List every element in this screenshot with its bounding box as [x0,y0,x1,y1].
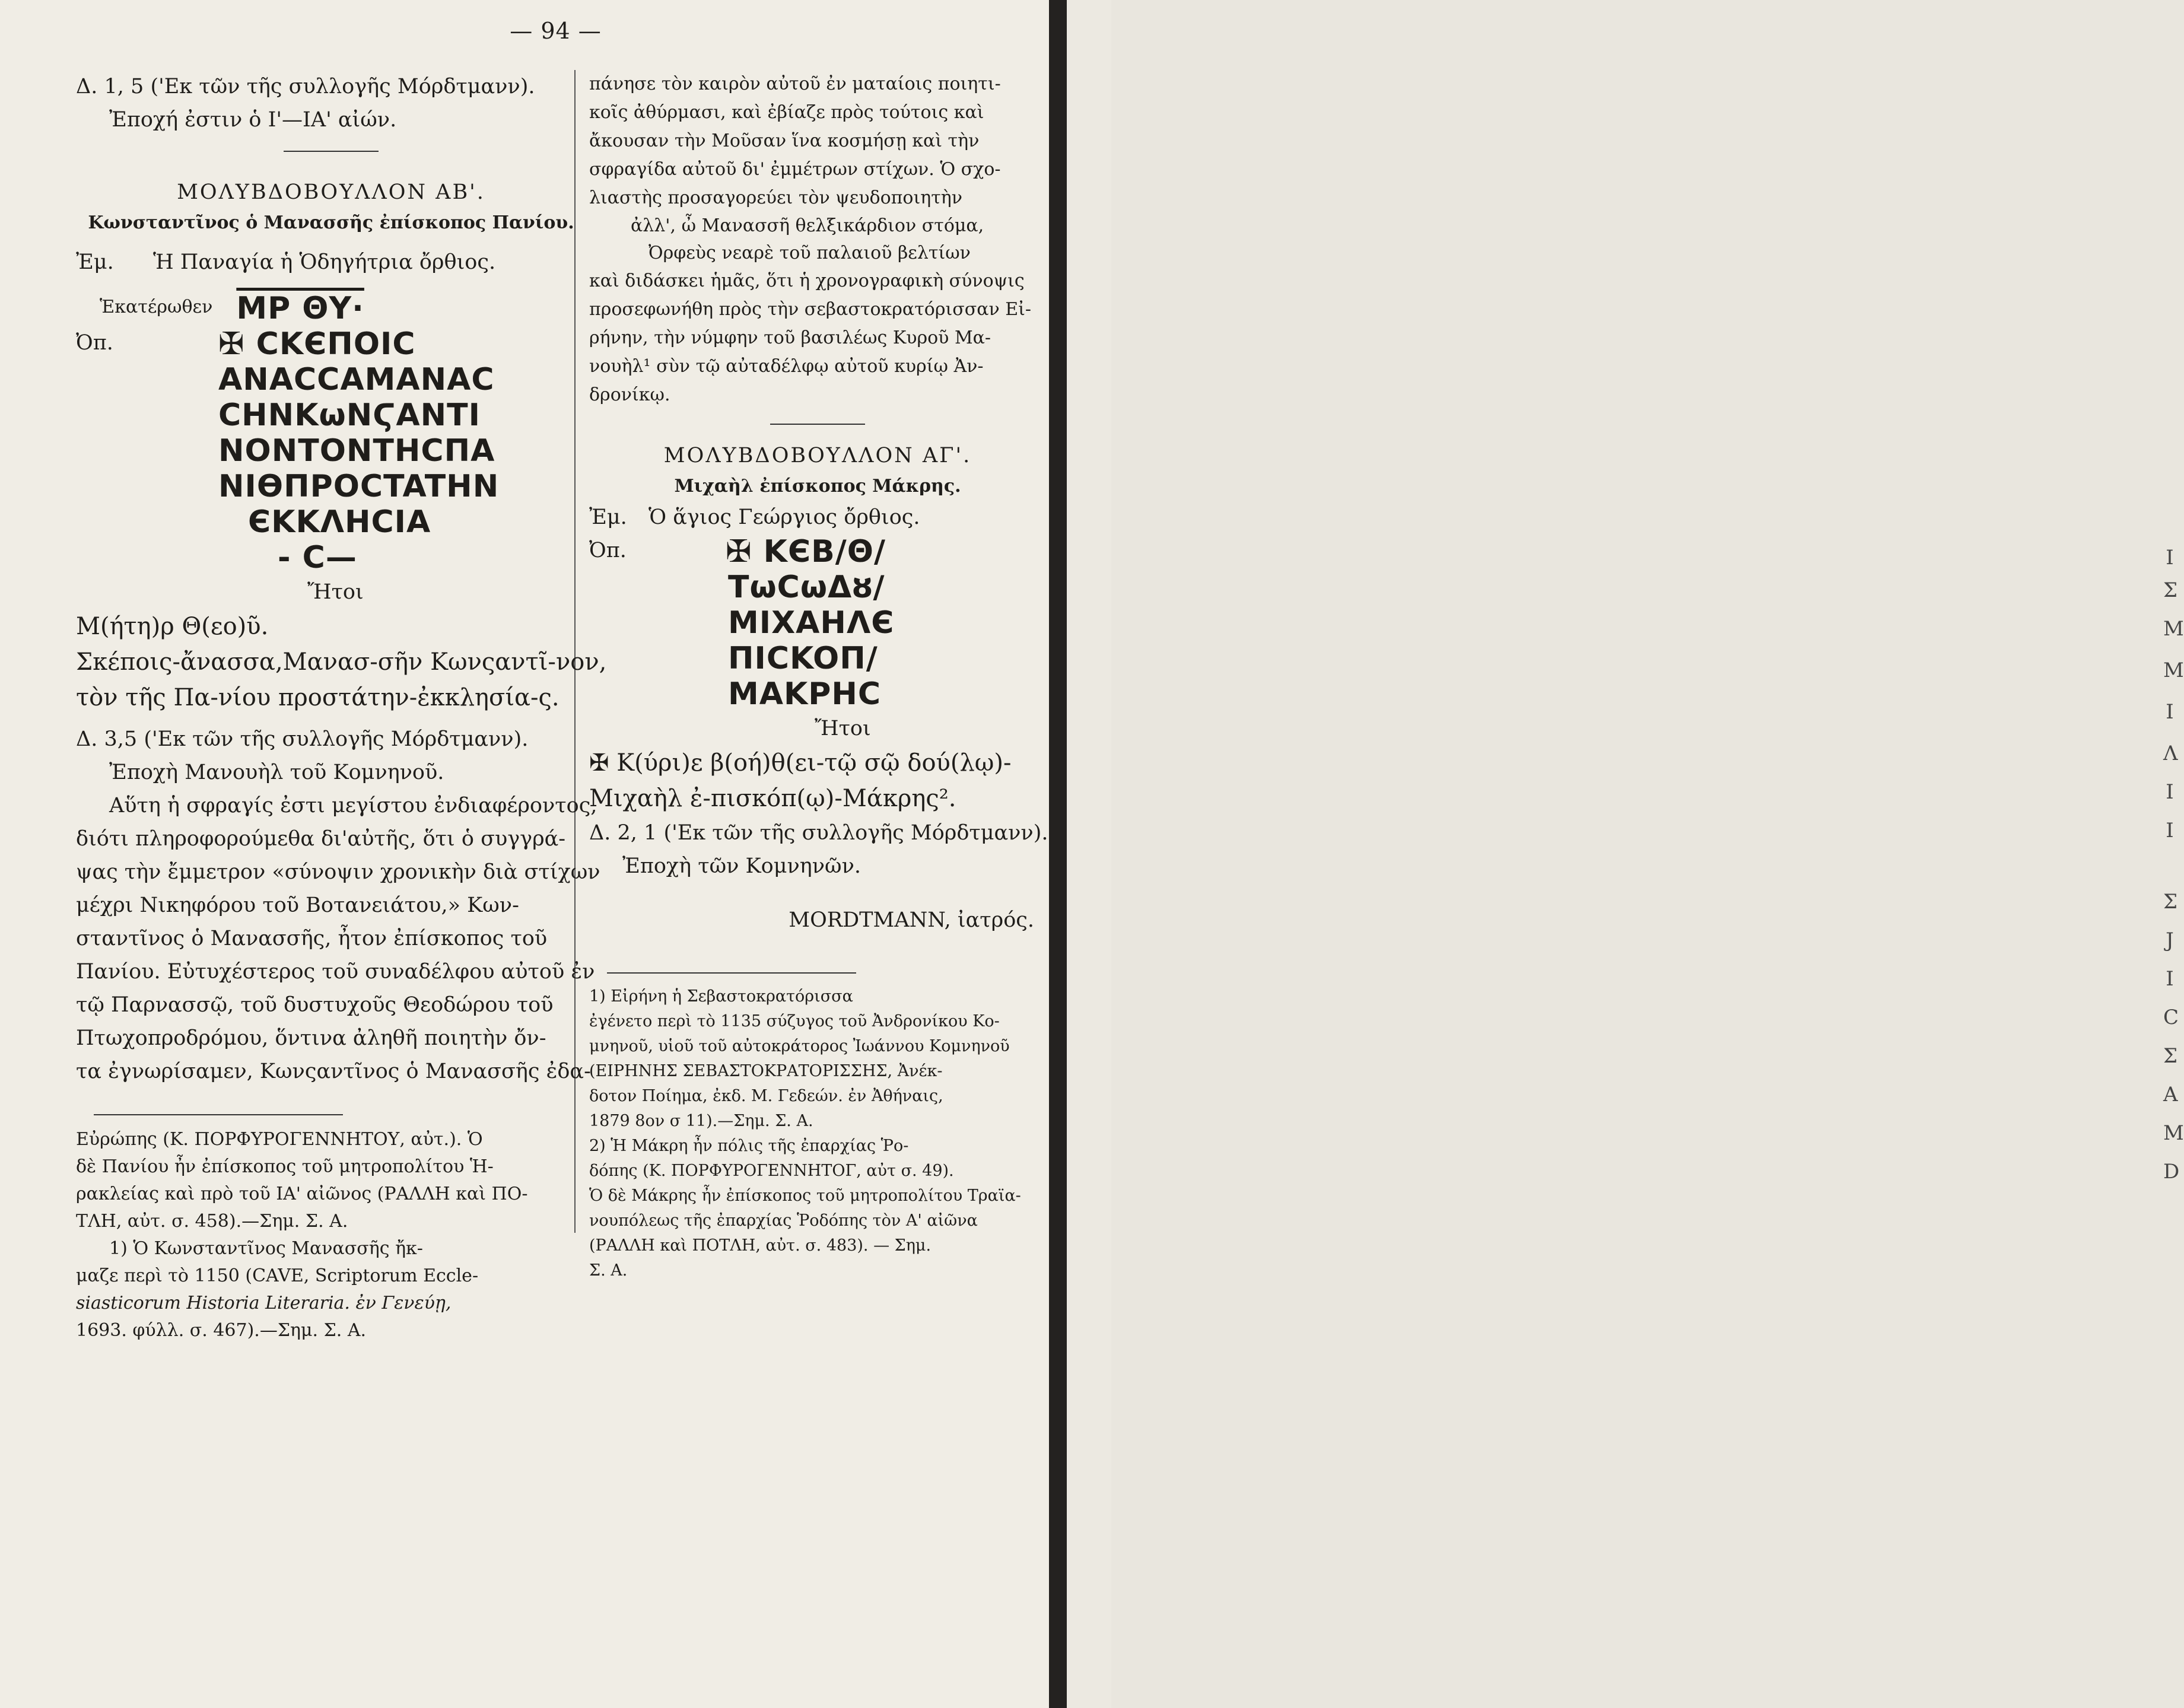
footnote-line: ρακλείας καὶ πρὸ τοῦ ΙΑ' αἰῶνος (ΡΑΛΛΗ καὶ ΠΟ- [76,1184,528,1204]
body-line: ψας τὴν ἔμμετρον «σύνοψιν χρονικὴν διὰ στίχων [76,860,600,884]
margin-letter: Μ [2163,659,2184,682]
margin-letter: Σ [2163,578,2178,602]
obverse-description: Ἡ Παναγία ἡ Ὁδηγήτρια ὄρθιος. [153,250,496,274]
reverse-label: Ὀπ. [589,539,627,562]
reading-line: Σκέποις-ἄνασσα,Μανασ-σῆν Κωνςαντῖ-νον, [76,648,607,676]
epoch-line: Ἐποχή ἐστιν ὁ Ι'—ΙΑ' αἰών. [109,108,397,132]
footnote-line: δὲ Πανίου ἦν ἐπίσκοπος τοῦ μητροπολίτου Ἡ- [76,1156,494,1177]
body-line: σφραγίδα αὐτοῦ δι' ἐμμέτρων στίχων. Ὁ σχο- [589,159,1001,180]
margin-letter: Ι [2166,967,2174,991]
footnote-line: 2) Ἡ Μάκρη ἦν πόλις τῆς ἐπαρχίας Ῥο- [589,1137,909,1155]
quote-line: ἀλλ', ὦ Μανασσῆ θελξικάρδιον στόμα, [631,215,984,236]
epoch-line: Ἐποχὴ Μανουὴλ τοῦ Κομνηνοῦ. [109,761,444,784]
itoi-label: Ἤτοι [815,717,871,740]
seal-line: CHNKωNϚANTI [218,397,481,433]
footnote-line: (ΡΑΛΛΗ καὶ ΠΟΤΛΗ, αὐτ. σ. 483). — Σημ. [589,1236,932,1255]
footnote-line: Εὐρώπης (Κ. ΠΟΡΦΥΡΟΓΕΝΝΗΤΟΥ, αὐτ.). Ὁ [76,1129,483,1150]
footnote-rule [94,1114,343,1115]
footnote-line: siasticorum Historia Literaria. ἐν Γενεύῃ, [76,1293,452,1313]
obverse-row [76,246,586,279]
footnote-rule [607,972,856,974]
margin-letter: Μ [2163,617,2184,641]
seal-line: MIXAHΛЄ [728,605,895,641]
seal-line: TωCωΔȣ/ [728,570,885,605]
seal-line: ✠ KЄB/Θ/ [726,534,886,570]
body-line: καὶ διδάσκει ἡμᾶς, ὅτι ἡ χρονογραφικὴ σύνοψις [589,271,1025,291]
footnote-line: Σ. Α. [589,1261,628,1280]
seal-subheading: Μιχαὴλ ἐπίσκοπος Μάκρης. [674,476,961,497]
body-line: τα ἐγνωρίσαμεν, Κωνςαντῖνος ὁ Μανασσῆς ἐδα- [76,1060,591,1083]
body-line: μέχρι Νικηφόρου τοῦ Βοτανειάτου,» Κων- [76,893,519,917]
reading-line: Μιχαὴλ ἐ-πισκόπ(ῳ)-Μάκρης². [589,785,956,812]
margin-letter: Ι [2166,819,2174,842]
body-line: Αὕτη ἡ σφραγίς ἐστι μεγίστου ἐνδιαφέροντος, [109,794,597,818]
margin-letter: Σ [2163,1044,2178,1068]
margin-letter: Ι [2166,780,2174,804]
reading-line: ✠ Κ(ύρι)ε β(οή)θ(ει-τῷ σῷ δού(λῳ)- [589,749,1012,777]
reverse-row [76,326,586,575]
body-line: τῷ Παρνασσῷ, τοῦ δυστυχοῦς Θεοδώρου τοῦ [76,993,554,1017]
body-line: νουὴλ¹ σὺν τῷ αὐταδέλφῳ αὐτοῦ κυρίῳ Ἀν- [589,356,984,377]
section-rule [284,151,379,152]
footnote-line: μαζε περὶ τὸ 1150 (CAVE, Scriptorum Eccle- [76,1265,479,1286]
margin-letter: Λ [2163,742,2178,765]
reading-line: Μ(ήτη)ρ Θ(εο)ῦ. [76,613,269,640]
margin-letter: A [2163,1083,2178,1106]
body-line: σταντῖνος ὁ Μανασσῆς, ἦτον ἐπίσκοπος τοῦ [76,927,548,950]
page-number: — 94 — [510,18,602,44]
footnote-line: νουπόλεως τῆς ἐπαρχίας Ῥοδόπης τὸν Α' αἰῶνα [589,1211,978,1230]
quote-line: Ὀρφεὺς νεαρὲ τοῦ παλαιοῦ βελτίων [648,243,971,263]
footnote-line: 1) Εἰρήνη ἡ Σεβαστοκρατόρισσα [589,987,853,1006]
both-sides-label: Ἑκατέρωθεν [100,297,213,317]
reverse-row [589,534,1046,712]
body-line: προσεφωνήθη πρὸς τὴν σεβαστοκρατόρισσαν Εἰ- [589,299,1032,320]
footnote-line: 1) Ὁ Κωνσταντῖνος Μανασσῆς ἤκ- [109,1238,423,1259]
body-line: λιαστὴς προσαγορεύει τὸν ψευδοποιητὴν [589,187,963,208]
body-line: ἄκουσαν τὴν Μοῦσαν ἵνα κοσμήσῃ καὶ τὴν [589,131,980,151]
author-signature: MORDTMANN, ἰατρός. [789,908,1034,932]
body-line: Πτωχοπροδρόμου, ὅντινα ἀληθῆ ποιητὴν ὄν- [76,1026,546,1050]
binding-edge [1049,0,1067,1708]
seal-line: NIѲΠPOCTATHN [218,469,500,504]
margin-letter: Σ [2163,890,2178,914]
seal-monogram: ΜΡ ΘΥ· [236,291,364,326]
seal-heading: ΜΟΛΥΒΔΟΒΟΥΛΛΟΝ ΑΒ'. [177,180,485,204]
next-page-strip [1067,0,2184,1708]
seal-inscription [218,326,499,575]
reverse-label: Ὀπ. [76,331,113,355]
section-rule [770,424,865,425]
footnote-line: 1693. φύλλ. σ. 467).—Σημ. Σ. Α. [76,1320,367,1341]
seal-line: MAKPHC [728,676,882,712]
footnote-line: Ὁ δὲ Μάκρης ἦν ἐπίσκοπος τοῦ μητροπολίτου Τραϊα- [589,1187,1021,1205]
body-line: ρήνην, τὴν νύμφην τοῦ βασιλέως Κυροῦ Μα- [589,327,991,348]
margin-letter: C [2163,1006,2179,1029]
footnote-line: ἐγένετο περὶ τὸ 1135 σύζυγος τοῦ Ἀνδρονίκου Κο- [589,1012,1000,1030]
margin-letter: D [2163,1160,2180,1184]
body-line: πάνησε τὸν καιρὸν αὐτοῦ ἐν ματαίοις ποιητι- [589,74,1001,94]
footnote-line: δοτον Ποίημα, ἐκδ. Μ. Γεδεών. ἐν Ἀθήναις, [589,1087,943,1105]
margin-letter: Ι [2166,700,2174,724]
margin-letter: J [2166,928,2174,952]
left-column [76,70,607,1344]
seal-inscription [726,534,894,712]
source-reference: Δ. 1, 5 ('Εκ τῶν τῆς συλλογῆς Μόρδτμανν). [76,75,535,98]
footnote-line: μνηνοῦ, υἱοῦ τοῦ αὐτοκράτορος Ἰωάννου Κομνηνοῦ [589,1037,1010,1055]
footnote-line: 1879 8ον σ 11).—Σημ. Σ. Α. [589,1112,813,1130]
body-line: διότι πληροφορούμεθα δι'αὐτῆς, ὅτι ὁ συγγρά- [76,827,566,851]
margin-letter: Μ [2163,1121,2184,1145]
seal-line: ЄKKΛHCIA [248,504,431,540]
footnote-line: δόπης (Κ. ΠΟΡΦΥΡΟΓΕΝΝΗΤΟΓ, αὐτ σ. 49). [589,1162,954,1180]
obverse-row [589,501,1046,534]
seal-heading: ΜΟΛΥΒΔΟΒΟΥΛΛΟΝ ΑΓ'. [663,444,972,467]
seal-line: ✠ CKЄΠOIC [218,326,416,362]
itoi-label: Ἤτοι [307,580,364,604]
both-sides-row [76,291,586,326]
obverse-label: Ἐμ. [589,505,627,529]
footnote-line: (ΕΙΡΗΝΗΣ ΣΕΒΑΣΤΟΚΡΑΤΟΡΙΣΣΗΣ, Ἀνέκ- [589,1062,943,1080]
obverse-description: Ὁ ἅγιος Γεώργιος ὄρθιος. [648,505,920,529]
source-reference: Δ. 2, 1 ('Εκ τῶν τῆς συλλογῆς Μόρδτμανν). [589,821,1048,845]
body-line: δρονίκῳ. [589,384,670,405]
epoch-line: Ἐποχὴ τῶν Κομνηνῶν. [622,854,861,878]
body-line: Πανίου. Εὐτυχέστερος τοῦ συναδέλφου αὐτοῦ ἐν [76,960,595,984]
footnote-line: ΤΛΗ, αὐτ. σ. 458).—Σημ. Σ. Α. [76,1211,348,1232]
source-reference: Δ. 3,5 ('Εκ τῶν τῆς συλλογῆς Μόρδτμανν). [76,727,529,751]
seal-line: ΠICKOΠ/ [728,641,878,676]
seal-line: ANACCAMANAC [218,362,495,397]
seal-line: NONTONTHCΠA [218,433,495,469]
reading-line: τὸν τῆς Πα-νίου προστάτην-ἐκκλησία-ς. [76,684,559,711]
right-column [589,70,1046,1283]
body-line: κοῖς ἀθύρμασι, καὶ ἐβίαζε πρὸς τούτοις καὶ [589,102,984,123]
seal-line: - C— [278,540,357,575]
seal-subheading: Κωνσταντῖνος ὁ Μανασσῆς ἐπίσκοπος Πανίου. [88,212,574,233]
obverse-label: Ἐμ. [76,250,114,274]
margin-letter: I [2166,546,2174,570]
